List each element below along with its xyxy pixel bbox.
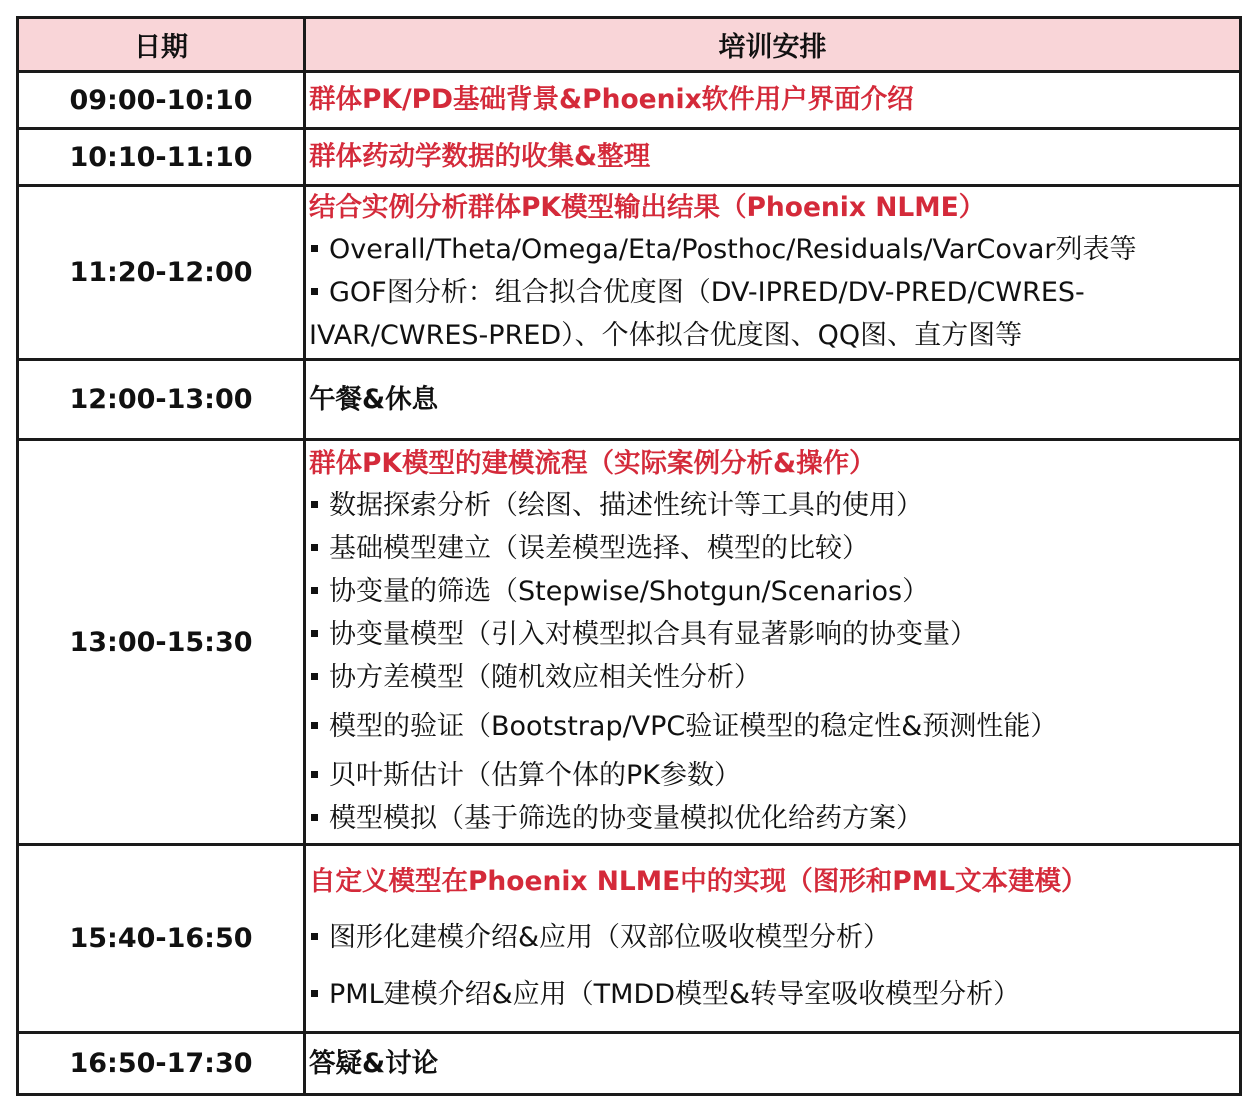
schedule-row [18,1033,1241,1095]
time-slot: 15:40-16:50 [18,845,305,1033]
time-slot: 12:00-13:00 [18,360,305,440]
time-slot: 09:00-10:10 [18,72,305,129]
header-schedule: 培训安排 [305,18,1241,72]
header-row [18,18,1241,72]
session-content [305,72,1241,129]
session-item [309,916,1235,959]
bullet-icon [311,990,318,997]
session-content [305,129,1241,186]
schedule-row [18,360,1241,440]
session-item-text: 贝叶斯估计（估算个体的PK参数） [329,760,741,791]
bullet-icon [311,587,318,594]
bullet-icon [311,814,318,821]
session-title: 结合实例分析群体PK模型输出结果（Phoenix NLME） [309,192,986,223]
time-slot: 13:00-15:30 [18,440,305,845]
session-item [309,271,1235,357]
session-item [309,484,1235,527]
session-content [305,1033,1241,1095]
session-title: 答疑&讨论 [309,1047,439,1079]
bullet-icon [311,630,318,637]
session-title: 自定义模型在Phoenix NLME中的实现（图形和PML文本建模） [309,865,1088,897]
session-title: 群体PK模型的建模流程（实际案例分析&操作） [309,448,876,479]
session-content [305,845,1241,1033]
schedule-row [18,129,1241,186]
session-item-text: 模型的验证（Bootstrap/VPC验证模型的稳定性&预测性能） [329,711,1058,742]
session-item [309,527,1235,570]
session-title: 午餐&休息 [309,383,439,415]
bullet-icon [311,544,318,551]
bullet-icon [311,771,318,778]
bullet-icon [311,501,318,508]
bullet-icon [311,722,318,729]
session-content [305,186,1241,360]
session-item [309,656,1235,699]
header-date: 日期 [18,18,305,72]
time-slot: 16:50-17:30 [18,1033,305,1095]
session-item-text: 协变量的筛选（Stepwise/Shotgun/Scenarios） [329,576,930,607]
session-item [309,705,1235,748]
time-slot: 11:20-12:00 [18,186,305,360]
schedule-row [18,845,1241,1033]
session-item [309,570,1235,613]
session-item-text: 协方差模型（随机效应相关性分析） [329,662,761,693]
session-item-text: GOF图分析：组合拟合优度图（DV-IPRED/DV-PRED/CWRES-IVAR/CWRES-PRED）、个体拟合优度图、QQ图、直方图等 [309,277,1085,351]
session-item-text: 数据探索分析（绘图、描述性统计等工具的使用） [329,490,923,521]
bullet-icon [311,245,318,252]
schedule-row [18,72,1241,129]
bullet-icon [311,288,318,295]
schedule-row [18,440,1241,845]
session-item-text: 协变量模型（引入对模型拟合具有显著影响的协变量） [329,619,977,650]
session-item-text: PML建模介绍&应用（TMDD模型&转导室吸收模型分析） [329,978,1021,1010]
session-title: 群体PK/PD基础背景&Phoenix软件用户界面介绍 [309,84,914,115]
training-schedule-table [16,16,1242,1096]
session-title: 群体药动学数据的收集&整理 [309,141,651,172]
session-item-text: 基础模型建立（误差模型选择、模型的比较） [329,533,869,564]
bullet-icon [311,673,318,680]
time-slot: 10:10-11:10 [18,129,305,186]
session-item-text: 模型模拟（基于筛选的协变量模拟优化给药方案） [329,803,923,834]
session-item [309,973,1235,1016]
session-content [305,360,1241,440]
session-item-text: 图形化建模介绍&应用（双部位吸收模型分析） [329,921,891,953]
session-content [305,440,1241,845]
session-item [309,754,1235,797]
session-item-text: Overall/Theta/Omega/Eta/Posthoc/Residuals/VarCovar列表等 [329,234,1137,265]
session-item [309,797,1235,840]
session-item [309,613,1235,656]
session-item [309,228,1235,271]
schedule-row [18,186,1241,360]
bullet-icon [311,933,318,940]
